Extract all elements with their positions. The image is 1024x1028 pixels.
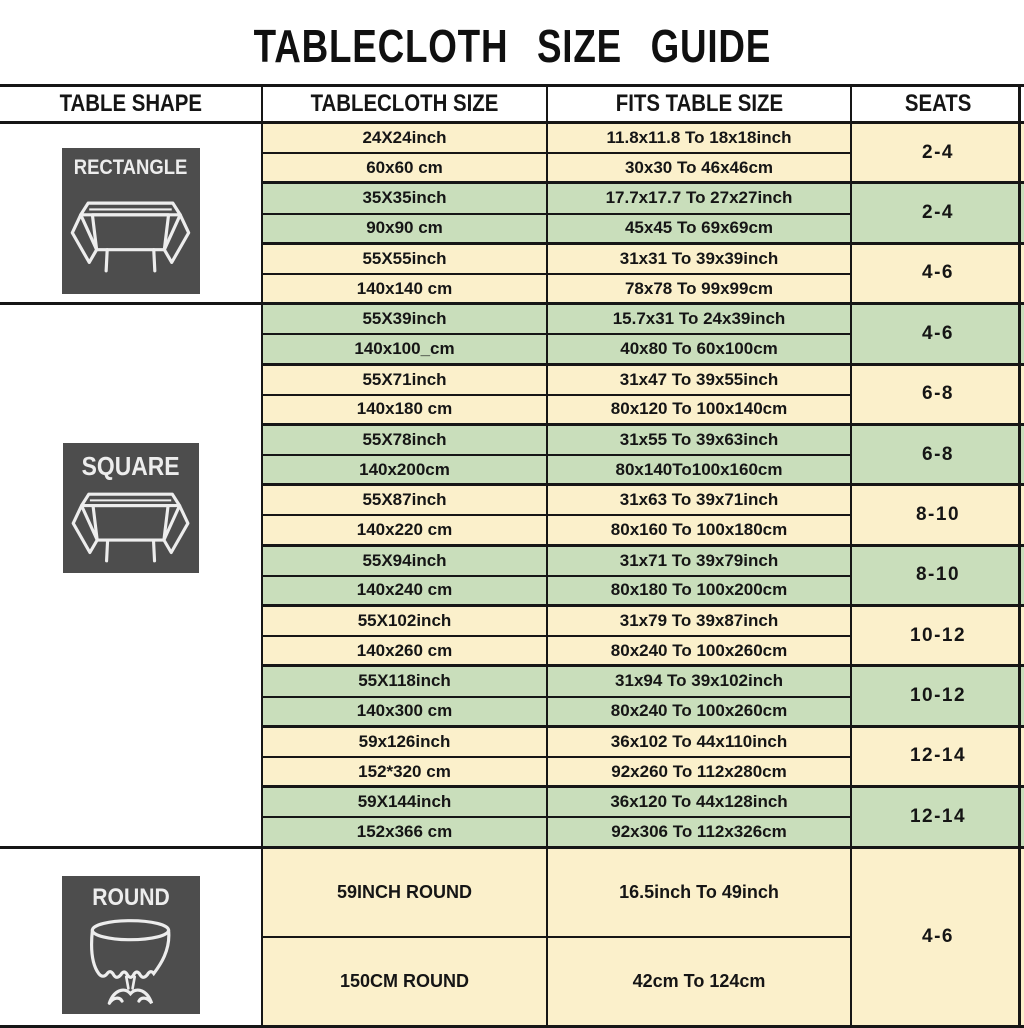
- tablecloth-size-cell: 140x140 cm: [263, 275, 548, 305]
- tablecloth-size-cell: 55X78inch: [263, 426, 548, 456]
- fits-table-size-cell: 80x160 To 100x180cm: [548, 516, 852, 546]
- fits-table-size-cell: 40x80 To 60x100cm: [548, 335, 852, 365]
- round-shape-badge: [62, 876, 200, 1014]
- tablecloth-size-cell: 60x60 cm: [263, 154, 548, 184]
- square-table-icon: [68, 482, 193, 573]
- tablecloth-size-cell: 140x200cm: [263, 456, 548, 486]
- tablecloth-size-cell: 140x100_cm: [263, 335, 548, 365]
- seats-cell: 10-12: [852, 607, 1024, 667]
- seats-cell: 6-8: [852, 366, 1024, 426]
- seats-cell: 10-12: [852, 667, 1024, 727]
- tablecloth-size-cell: 24X24inch: [263, 124, 548, 154]
- tablecloth-size-cell: 55X71inch: [263, 366, 548, 396]
- seats-cell: 6-8: [852, 426, 1024, 486]
- fits-table-size-cell: 42cm To 124cm: [548, 938, 852, 1028]
- fits-table-size-cell: 78x78 To 99x99cm: [548, 275, 852, 305]
- tablecloth-size-cell: 35X35inch: [263, 184, 548, 214]
- tablecloth-size-cell: 140x180 cm: [263, 396, 548, 426]
- tablecloth-size-cell: 90x90 cm: [263, 215, 548, 245]
- tablecloth-size-cell: 150CM ROUND: [263, 938, 548, 1028]
- tablecloth-size-cell: 55X118inch: [263, 667, 548, 697]
- fits-table-size-cell: 92x306 To 112x326cm: [548, 818, 852, 848]
- tablecloth-size-cell: 59X144inch: [263, 788, 548, 818]
- seats-cell: 8-10: [852, 547, 1024, 607]
- fits-table-size-cell: 80x180 To 100x200cm: [548, 577, 852, 607]
- shape-cell-round: [0, 849, 263, 1028]
- square-shape-badge: [63, 443, 199, 573]
- fits-table-size-cell: 36x120 To 44x128inch: [548, 788, 852, 818]
- shape-cell-rectangle: [0, 124, 263, 305]
- tablecloth-size-cell: 55X102inch: [263, 607, 548, 637]
- fits-table-size-cell: 11.8x11.8 To 18x18inch: [548, 124, 852, 154]
- page-title: [0, 16, 1024, 76]
- shape-label: RECTANGLE: [73, 156, 188, 179]
- fits-table-size-cell: 31x79 To 39x87inch: [548, 607, 852, 637]
- shape-cell-square: [0, 305, 263, 848]
- size-guide-table: [0, 84, 1024, 1028]
- fits-table-size-cell: 31x94 To 39x102inch: [548, 667, 852, 697]
- tablecloth-size-cell: 140x220 cm: [263, 516, 548, 546]
- tablecloth-size-cell: 140x240 cm: [263, 577, 548, 607]
- column-header-table-shape: TABLE SHAPE: [0, 87, 263, 124]
- seats-cell: 2-4: [852, 184, 1024, 244]
- fits-table-size-cell: 80x140To100x160cm: [548, 456, 852, 486]
- tablecloth-size-cell: 55X39inch: [263, 305, 548, 335]
- tablecloth-size-cell: 152*320 cm: [263, 758, 548, 788]
- seats-column-right-border: [1018, 84, 1021, 1025]
- fits-table-size-cell: 80x240 To 100x260cm: [548, 637, 852, 667]
- seats-cell: 8-10: [852, 486, 1024, 546]
- column-header-seats: SEATS: [852, 87, 1024, 124]
- seats-cell: 12-14: [852, 788, 1024, 848]
- seats-cell: 4-6: [852, 305, 1024, 365]
- rectangle-shape-badge: [62, 148, 200, 294]
- tablecloth-size-cell: 55X87inch: [263, 486, 548, 516]
- tablecloth-size-cell: 140x260 cm: [263, 637, 548, 667]
- fits-table-size-cell: 80x240 To 100x260cm: [548, 698, 852, 728]
- tablecloth-size-cell: 59INCH ROUND: [263, 849, 548, 939]
- fits-table-size-cell: 15.7x31 To 24x39inch: [548, 305, 852, 335]
- tablecloth-size-cell: 55X55inch: [263, 245, 548, 275]
- fits-table-size-cell: 36x102 To 44x110inch: [548, 728, 852, 758]
- column-header-tablecloth-size: TABLECLOTH SIZE: [263, 87, 548, 124]
- tablecloth-size-cell: 55X94inch: [263, 547, 548, 577]
- tablecloth-size-cell: 140x300 cm: [263, 698, 548, 728]
- fits-table-size-cell: 31x47 To 39x55inch: [548, 366, 852, 396]
- fits-table-size-cell: 30x30 To 46x46cm: [548, 154, 852, 184]
- seats-cell: 4-6: [852, 245, 1024, 305]
- fits-table-size-cell: 45x45 To 69x69cm: [548, 215, 852, 245]
- fits-table-size-cell: 31x63 To 39x71inch: [548, 486, 852, 516]
- fits-table-size-cell: 31x31 To 39x39inch: [548, 245, 852, 275]
- tablecloth-size-cell: 59x126inch: [263, 728, 548, 758]
- seats-cell: 12-14: [852, 728, 1024, 788]
- fits-table-size-cell: 16.5inch To 49inch: [548, 849, 852, 939]
- tablecloth-size-cell: 152x366 cm: [263, 818, 548, 848]
- round-table-icon: [67, 912, 194, 1014]
- shape-label: ROUND: [91, 883, 170, 911]
- column-header-fits-table-size: FITS TABLE SIZE: [548, 87, 852, 124]
- rectangle-table-icon: [67, 180, 194, 294]
- fits-table-size-cell: 17.7x17.7 To 27x27inch: [548, 184, 852, 214]
- fits-table-size-cell: 31x71 To 39x79inch: [548, 547, 852, 577]
- seats-cell: 2-4: [852, 124, 1024, 184]
- fits-table-size-cell: 92x260 To 112x280cm: [548, 758, 852, 788]
- fits-table-size-cell: 80x120 To 100x140cm: [548, 396, 852, 426]
- shape-label: SQUARE: [81, 451, 180, 482]
- fits-table-size-cell: 31x55 To 39x63inch: [548, 426, 852, 456]
- page-title-text: TABLECLOTH SIZE GUIDE: [253, 20, 771, 72]
- seats-cell: 4-6: [852, 849, 1024, 1028]
